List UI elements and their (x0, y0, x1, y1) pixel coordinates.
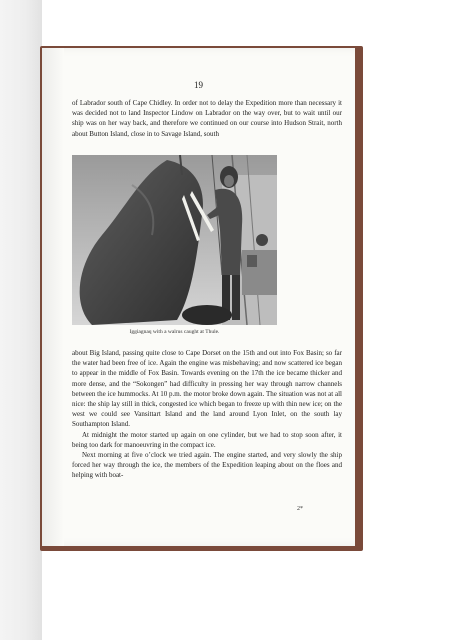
walrus-photo (72, 155, 277, 325)
paragraph-text: of Labrador south of Cape Chidley. In order not to delay the Expedition more than necessary it was decided not to land Inspector Lindow on Labrador on the way over, but to wait until our ship was on her way back, and therefore we continued on our course into Hudson Strait, north about Button Island, close in to Savage Island, south (72, 99, 342, 138)
paragraph-text: At midnight the motor started up again on one cylinder, but we had to stop soon after, it being too dark for manoeuvring in the compact ice. (72, 430, 342, 449)
top-paragraph (72, 98, 342, 139)
page-gutter-shadow (42, 48, 64, 546)
signature-mark: 2* (297, 506, 303, 512)
paragraph-text: about Big Island, passing quite close to Cape Dorset on the 15th and out into Fox Basin; so far the water had been free of ice. Again the engine was misbehaving; and now scattered ice began to appear in the middle of Fox Basin. Towards evening on the 17th the ice became thicker and more dense, and the “Sokongen” had difficulty in pressing her way through narrow channels between the ice hummocks. At 10 p.m. the motor broke down again. The situation was not at all nice: the ship lay still in thick, congested ice which began to freeze up with thin new ice; on the west we could see Vansittart Island and the land around Lyon Inlet, on the south lay Southampton Island. (72, 349, 342, 429)
bottom-text (72, 348, 342, 481)
paragraph-text: Next morning at five o’clock we tried again. The engine started, and very slowly the ship forced her way through the ice, the members of the Expedition leaping about on the floes and helping with boat- (72, 451, 342, 480)
page-number: 19 (194, 80, 203, 90)
photo-caption: Iggiagnaq with a walrus caught at Thule. (129, 329, 220, 335)
scan-left-margin (0, 0, 42, 640)
walrus-photo-image (72, 155, 277, 325)
book-page (42, 48, 355, 546)
